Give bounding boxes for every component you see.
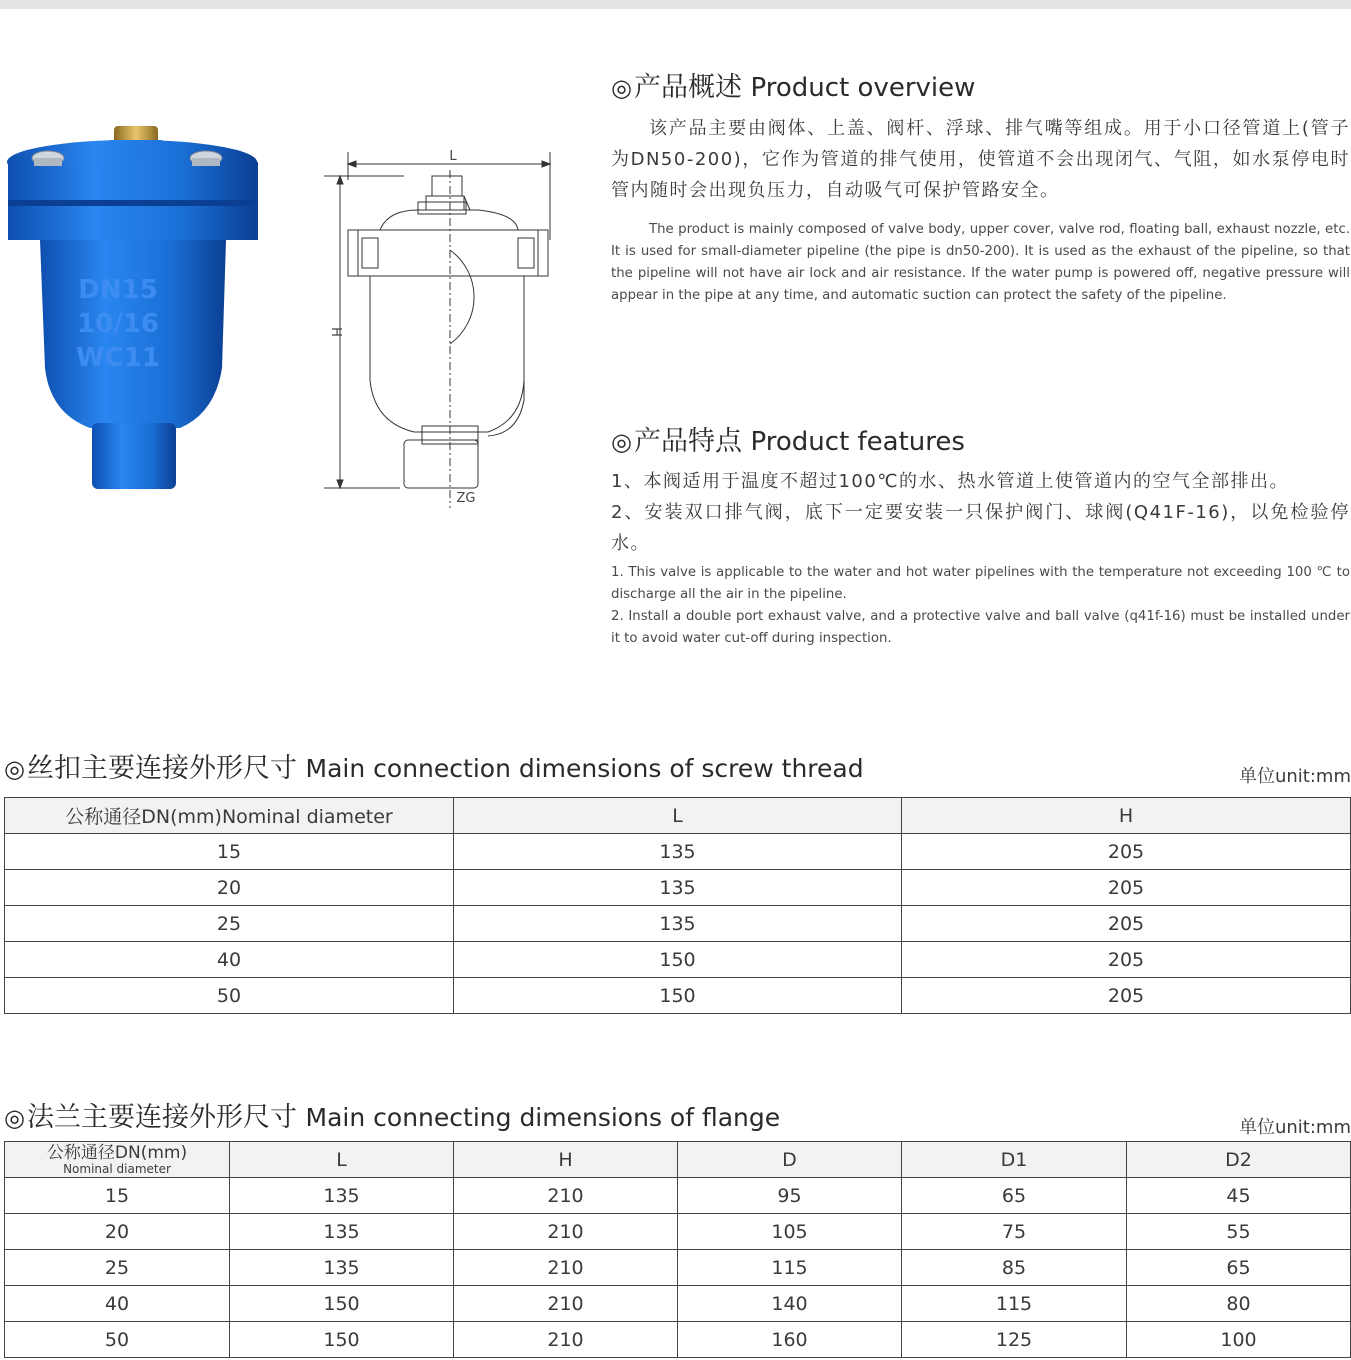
casting-text-2: 10/16: [77, 309, 159, 339]
overview-title-cn: 产品概述: [633, 72, 742, 103]
features-cn-1: 1、本阀适用于温度不超过100℃的水、热水管道上使管道内的空气全部排出。: [611, 471, 1290, 492]
screw-table-title: [4, 755, 864, 782]
table-cell: 210: [454, 1286, 678, 1322]
table-cell: 135: [230, 1178, 454, 1214]
overview-title-en: Product overview: [750, 73, 976, 103]
header-d1: D1: [902, 1142, 1127, 1178]
table-cell: 205: [902, 978, 1351, 1014]
flange-title-cn: 法兰主要连接外形尺寸: [26, 1102, 297, 1133]
table-cell: 15: [5, 1178, 230, 1214]
table-cell: 20: [5, 870, 454, 906]
table-cell: 150: [454, 978, 902, 1014]
overview-title: [611, 74, 975, 101]
header-d: D: [678, 1142, 902, 1178]
drawing-label-l: L: [449, 149, 457, 164]
table-cell: 75: [902, 1214, 1127, 1250]
drawing-label-zg: ZG: [456, 491, 476, 506]
table-cell: 135: [454, 906, 902, 942]
table-header-row: [5, 1142, 1351, 1178]
table-cell: 135: [454, 870, 902, 906]
table-cell: 135: [230, 1250, 454, 1286]
table-cell: 115: [678, 1250, 902, 1286]
header-d2: D2: [1127, 1142, 1351, 1178]
features-en-1: 1. This valve is applicable to the water and hot water pipelines with the temperature not exceeding 100 ℃ to discharge all the air in the pipeline.: [611, 565, 1350, 602]
circle-mark-icon: ◎: [4, 1104, 25, 1132]
screw-title-cn: 丝扣主要连接外形尺寸: [26, 753, 297, 784]
header-nominal-diameter: [5, 1142, 230, 1178]
table-cell: 95: [678, 1178, 902, 1214]
table-cell: 85: [902, 1250, 1127, 1286]
overview-en-text: The product is mainly composed of valve body, upper cover, valve rod, floating ball, exhaust nozzle, etc. It is used for small-diameter pipeline (the pipe is dn50-200). It is used as the exhaust of the pipeline, so that the pipeline will not have air lock and air resistance. If the water pump is powered off, negative pressure will appear in the pipe at any time, and automatic suction can protect the safety of the pipeline.: [611, 222, 1350, 303]
table-row: [5, 1286, 1351, 1322]
header-h: H: [902, 798, 1351, 834]
table-cell: 150: [230, 1322, 454, 1358]
casting-text-3: WC11: [76, 343, 160, 373]
header-nominal-cn: 公称通径DN(mm): [46, 1142, 188, 1163]
features-cn-2: 2、安装双口排气阀，底下一定要安装一只保护阀门、球阀(Q41F-16)，以免检验停水。: [611, 502, 1350, 554]
table-cell: 25: [5, 906, 454, 942]
table-cell: 205: [902, 906, 1351, 942]
overview-cn-text: 该产品主要由阀体、上盖、阀杆、浮球、排气嘴等组成。用于小口径管道上(管子为DN50-200)，它作为管道的排气使用，使管道不会出现闭气、气阻，如水泵停电时管内随时会出现负压力，自动吸气可保护管路安全。: [611, 118, 1350, 201]
header-h: H: [454, 1142, 678, 1178]
header-l: L: [454, 798, 902, 834]
valve-drawing: [318, 140, 558, 510]
table-cell: 105: [678, 1214, 902, 1250]
table-cell: 80: [1127, 1286, 1351, 1322]
table-cell: 205: [902, 870, 1351, 906]
features-en-2: 2. Install a double port exhaust valve, and a protective valve and ball valve (q41f-16) must be installed under it to avoid water cut-off during inspection.: [611, 609, 1350, 646]
flange-unit-label: 单位unit:mm: [1238, 1117, 1351, 1138]
table-cell: 210: [454, 1178, 678, 1214]
circle-mark-icon: ◎: [4, 755, 25, 783]
drawing-label-h: H: [328, 327, 343, 337]
table-header-row: [5, 798, 1351, 834]
table-cell: 205: [902, 834, 1351, 870]
circle-mark-icon: ◎: [611, 428, 632, 456]
features-title: [611, 428, 965, 455]
valve-photo: [0, 118, 270, 498]
table-row: [5, 906, 1351, 942]
table-cell: 150: [230, 1286, 454, 1322]
table-cell: 40: [5, 942, 454, 978]
table-cell: 115: [902, 1286, 1127, 1322]
table-cell: 160: [678, 1322, 902, 1358]
table-cell: 40: [5, 1286, 230, 1322]
table-row: [5, 1178, 1351, 1214]
features-title-en: Product features: [750, 427, 965, 457]
table-cell: 210: [454, 1250, 678, 1286]
screw-dimensions-table: [4, 797, 1351, 1014]
table-cell: 45: [1127, 1178, 1351, 1214]
table-cell: 20: [5, 1214, 230, 1250]
table-row: [5, 870, 1351, 906]
table-cell: 210: [454, 1322, 678, 1358]
screw-title-en: Main connection dimensions of screw thread: [305, 754, 864, 783]
header-nominal-en: Nominal diameter: [63, 1161, 171, 1176]
table-cell: 135: [454, 834, 902, 870]
header-l: L: [230, 1142, 454, 1178]
screw-unit-label: 单位unit:mm: [1238, 766, 1351, 787]
table-cell: 50: [5, 1322, 230, 1358]
table-cell: 135: [230, 1214, 454, 1250]
flange-dimensions-table: [4, 1141, 1351, 1358]
circle-mark-icon: ◎: [611, 74, 632, 102]
table-cell: 210: [454, 1214, 678, 1250]
table-row: [5, 1250, 1351, 1286]
table-cell: 65: [1127, 1250, 1351, 1286]
table-cell: 100: [1127, 1322, 1351, 1358]
table-row: [5, 1322, 1351, 1358]
table-cell: 50: [5, 978, 454, 1014]
top-bar: [0, 0, 1351, 9]
table-cell: 140: [678, 1286, 902, 1322]
table-cell: 15: [5, 834, 454, 870]
table-cell: 25: [5, 1250, 230, 1286]
header-nominal-diameter: 公称通径DN(mm)Nominal diameter: [5, 798, 454, 834]
table-row: [5, 942, 1351, 978]
features-title-cn: 产品特点: [633, 426, 742, 457]
casting-text-1: DN15: [78, 275, 158, 305]
table-cell: 65: [902, 1178, 1127, 1214]
flange-table-title: [4, 1104, 780, 1131]
flange-title-en: Main connecting dimensions of flange: [305, 1103, 781, 1132]
table-row: [5, 978, 1351, 1014]
table-cell: 150: [454, 942, 902, 978]
table-row: [5, 1214, 1351, 1250]
table-cell: 55: [1127, 1214, 1351, 1250]
table-cell: 125: [902, 1322, 1127, 1358]
table-cell: 205: [902, 942, 1351, 978]
table-row: [5, 834, 1351, 870]
